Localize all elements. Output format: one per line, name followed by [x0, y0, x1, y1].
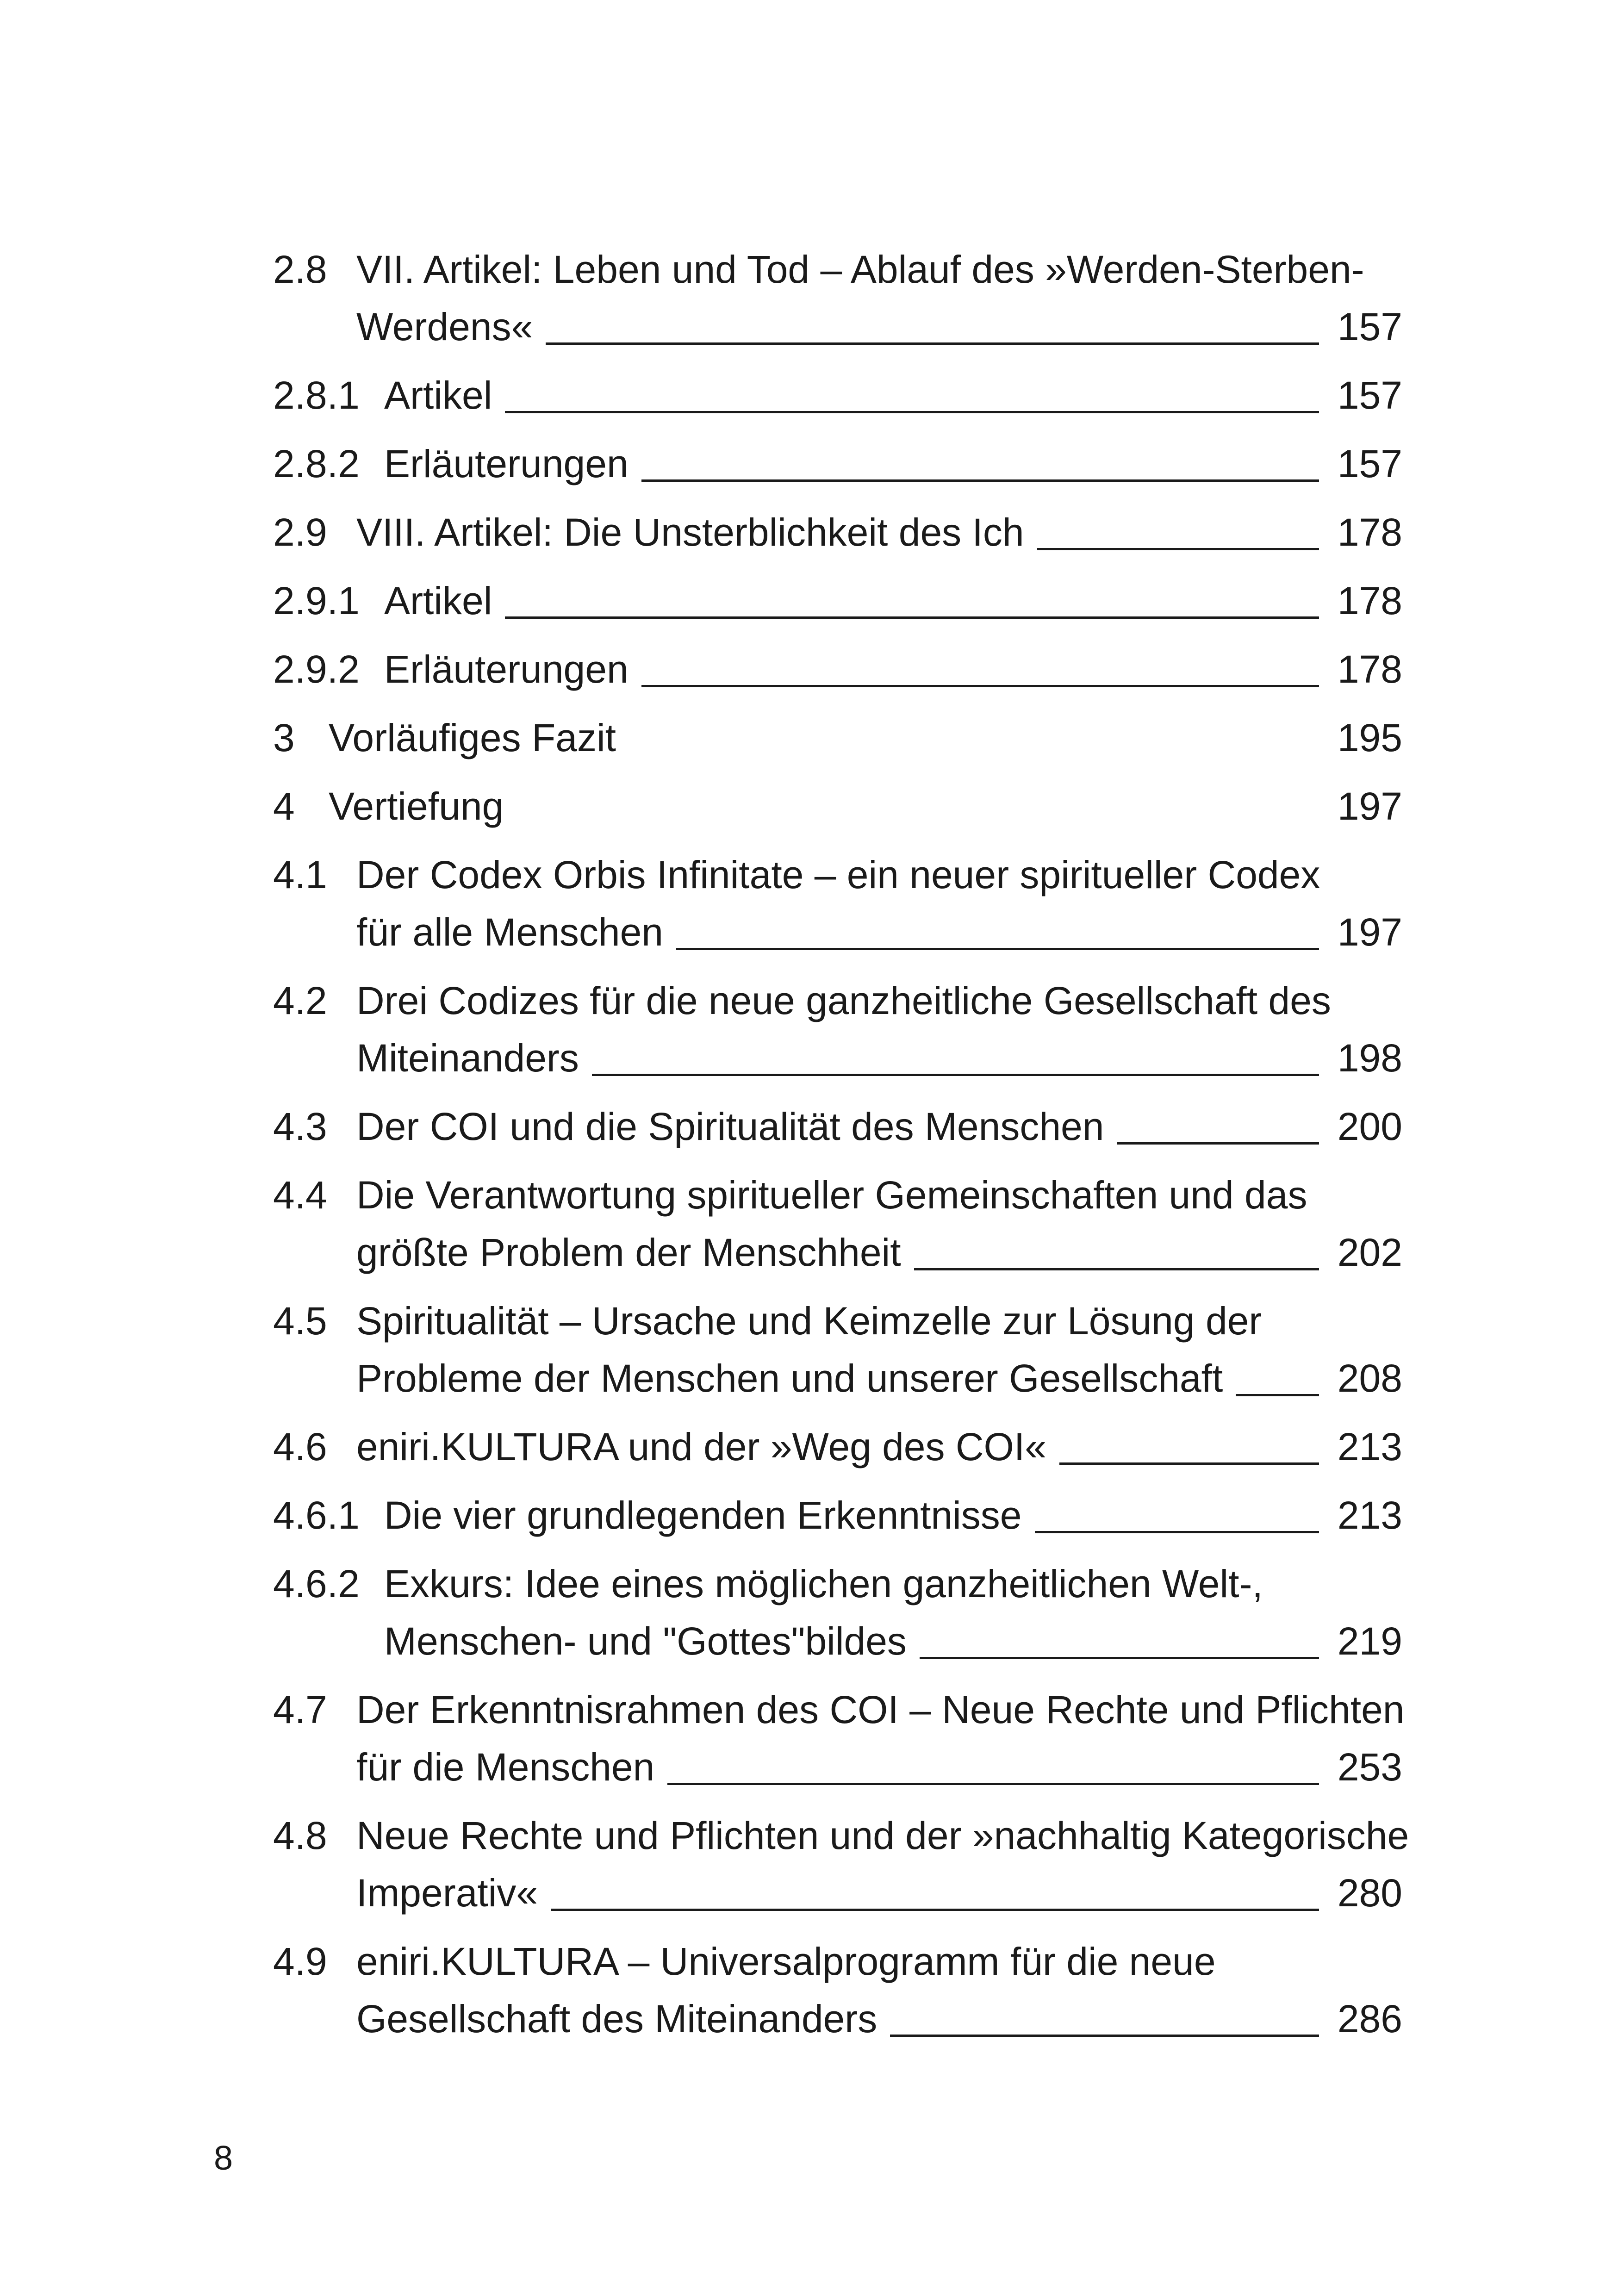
- toc-number: 4.1: [273, 853, 327, 896]
- toc-entry-4-6-2: [273, 1555, 1402, 1670]
- toc-title-continued: Menschen- und "Gottes"bildes: [384, 1619, 907, 1663]
- toc-page-number: 157: [1337, 373, 1402, 417]
- toc-number: 4.6.1: [273, 1493, 360, 1537]
- toc-entry-4-1: [273, 846, 1402, 961]
- toc-page-number: 213: [1337, 1425, 1402, 1468]
- toc-leader: [667, 1783, 1319, 1785]
- toc-leader: [1117, 1142, 1319, 1145]
- toc-entry-2-8-2: [273, 435, 1402, 492]
- toc-number: 2.8: [273, 248, 327, 291]
- toc-title: Neue Rechte und Pflichten und der »nachhaltig Kategorische: [356, 1814, 1409, 1857]
- toc-entry-4-5: [273, 1292, 1402, 1407]
- toc-entry-4-6: [273, 1418, 1402, 1475]
- toc-leader: [1037, 548, 1319, 550]
- toc-page-number: 157: [1337, 442, 1402, 485]
- toc-number: 2.8.1: [273, 373, 360, 417]
- table-of-contents: [273, 241, 1409, 2047]
- toc-title: Exkurs: Idee eines möglichen ganzheitlichen Welt-,: [384, 1562, 1263, 1605]
- toc-title-continued: Werdens«: [356, 305, 533, 348]
- toc-title: Erläuterungen: [384, 442, 629, 485]
- toc-page-number: 213: [1337, 1493, 1402, 1537]
- toc-entry-2-8-1: [273, 367, 1402, 424]
- toc-entry-4-2: [273, 972, 1402, 1087]
- toc-leader: [890, 2035, 1319, 2037]
- toc-entry-2-9-2: [273, 641, 1402, 698]
- toc-title-continued: für die Menschen: [356, 1745, 655, 1789]
- toc-entry-4-8: [273, 1807, 1409, 1922]
- toc-page-number: 178: [1337, 510, 1402, 554]
- toc-number: 4.8: [273, 1814, 327, 1857]
- toc-title-continued: Probleme der Menschen und unserer Gesellschaft: [356, 1356, 1223, 1400]
- toc-number: 3: [273, 716, 295, 759]
- toc-leader: [1059, 1462, 1319, 1465]
- toc-leader: [546, 342, 1319, 345]
- toc-number: 4.4: [273, 1173, 327, 1217]
- toc-title-continued: für alle Menschen: [356, 910, 664, 954]
- toc-title: Spiritualität – Ursache und Keimzelle zur Lösung der: [356, 1299, 1262, 1343]
- toc-leader: [676, 948, 1319, 950]
- toc-entry-3: [273, 709, 1402, 766]
- toc-page-number: 198: [1337, 1036, 1402, 1080]
- toc-title: eniri.KULTURA – Universalprogramm für die neue: [356, 1940, 1216, 1983]
- toc-number: 4.9: [273, 1940, 327, 1983]
- toc-page-number: 219: [1337, 1619, 1402, 1663]
- toc-page-number: 208: [1337, 1356, 1402, 1400]
- toc-title: Der COI und die Spiritualität des Menschen: [356, 1105, 1104, 1148]
- toc-title: eniri.KULTURA und der »Weg des COI«: [356, 1425, 1046, 1468]
- toc-title: Die vier grundlegenden Erkenntnisse: [384, 1493, 1022, 1537]
- toc-title-continued: Miteinanders: [356, 1036, 579, 1080]
- toc-page-number: 178: [1337, 647, 1402, 691]
- toc-title: Artikel: [384, 373, 492, 417]
- toc-entry-4-4: [273, 1166, 1402, 1281]
- toc-page-number: 157: [1337, 305, 1402, 348]
- toc-entry-4: [273, 778, 1402, 835]
- toc-page-number: 202: [1337, 1231, 1402, 1274]
- toc-entry-2-9-1: [273, 572, 1402, 629]
- toc-page-number: 253: [1337, 1745, 1402, 1789]
- toc-title: VIII. Artikel: Die Unsterblichkeit des Ich: [356, 510, 1024, 554]
- toc-leader: [505, 411, 1319, 413]
- toc-page-number: 280: [1337, 1871, 1402, 1915]
- toc-title: Die Verantwortung spiritueller Gemeinschaften und das: [356, 1173, 1307, 1217]
- toc-page-number: 200: [1337, 1105, 1402, 1148]
- toc-title-continued: größte Problem der Menschheit: [356, 1231, 901, 1274]
- toc-title: Vorläufiges Fazit: [329, 716, 616, 759]
- toc-entry-4-6-1: [273, 1487, 1402, 1544]
- toc-leader: [505, 616, 1319, 619]
- toc-number: 4.2: [273, 979, 327, 1022]
- toc-number: 2.8.2: [273, 442, 360, 485]
- toc-number: 4: [273, 784, 295, 828]
- toc-page-number: 286: [1337, 1997, 1402, 2041]
- toc-number: 4.7: [273, 1688, 327, 1731]
- toc-title: Der Codex Orbis Infinitate – ein neuer spiritueller Codex: [356, 853, 1320, 896]
- toc-title: Artikel: [384, 579, 492, 622]
- toc-page-number: 195: [1337, 716, 1402, 759]
- toc-entry-4-9: [273, 1933, 1402, 2047]
- toc-leader: [641, 685, 1319, 687]
- toc-page-number: 178: [1337, 579, 1402, 622]
- toc-number: 4.6.2: [273, 1562, 360, 1605]
- toc-entry-2-9: [273, 504, 1402, 561]
- toc-number: 2.9: [273, 510, 327, 554]
- toc-leader: [1236, 1394, 1319, 1396]
- toc-number: 4.3: [273, 1105, 327, 1148]
- toc-title: VII. Artikel: Leben und Tod – Ablauf des »Werden-Sterben-: [356, 248, 1364, 291]
- toc-title-continued: Imperativ«: [356, 1871, 538, 1915]
- page-folio-number: 8: [214, 2139, 233, 2177]
- toc-number: 2.9.1: [273, 579, 360, 622]
- toc-leader: [914, 1268, 1319, 1270]
- toc-title: Der Erkenntnisrahmen des COI – Neue Rechte und Pflichten: [356, 1688, 1405, 1731]
- toc-entry-2-8: [273, 241, 1402, 355]
- toc-title: Drei Codizes für die neue ganzheitliche Gesellschaft des: [356, 979, 1331, 1022]
- toc-title: Erläuterungen: [384, 647, 629, 691]
- toc-entry-4-3: [273, 1098, 1402, 1155]
- toc-leader: [1035, 1531, 1319, 1533]
- toc-leader: [592, 1074, 1319, 1076]
- toc-number: 2.9.2: [273, 647, 360, 691]
- toc-leader: [551, 1909, 1319, 1911]
- toc-page-number: 197: [1337, 784, 1402, 828]
- toc-number: 4.5: [273, 1299, 327, 1343]
- toc-page-number: 197: [1337, 910, 1402, 954]
- toc-number: 4.6: [273, 1425, 327, 1468]
- toc-title-continued: Gesellschaft des Miteinanders: [356, 1997, 877, 2041]
- toc-title: Vertiefung: [329, 784, 504, 828]
- toc-leader: [641, 479, 1319, 482]
- toc-entry-4-7: [273, 1681, 1405, 1796]
- toc-leader: [920, 1657, 1319, 1659]
